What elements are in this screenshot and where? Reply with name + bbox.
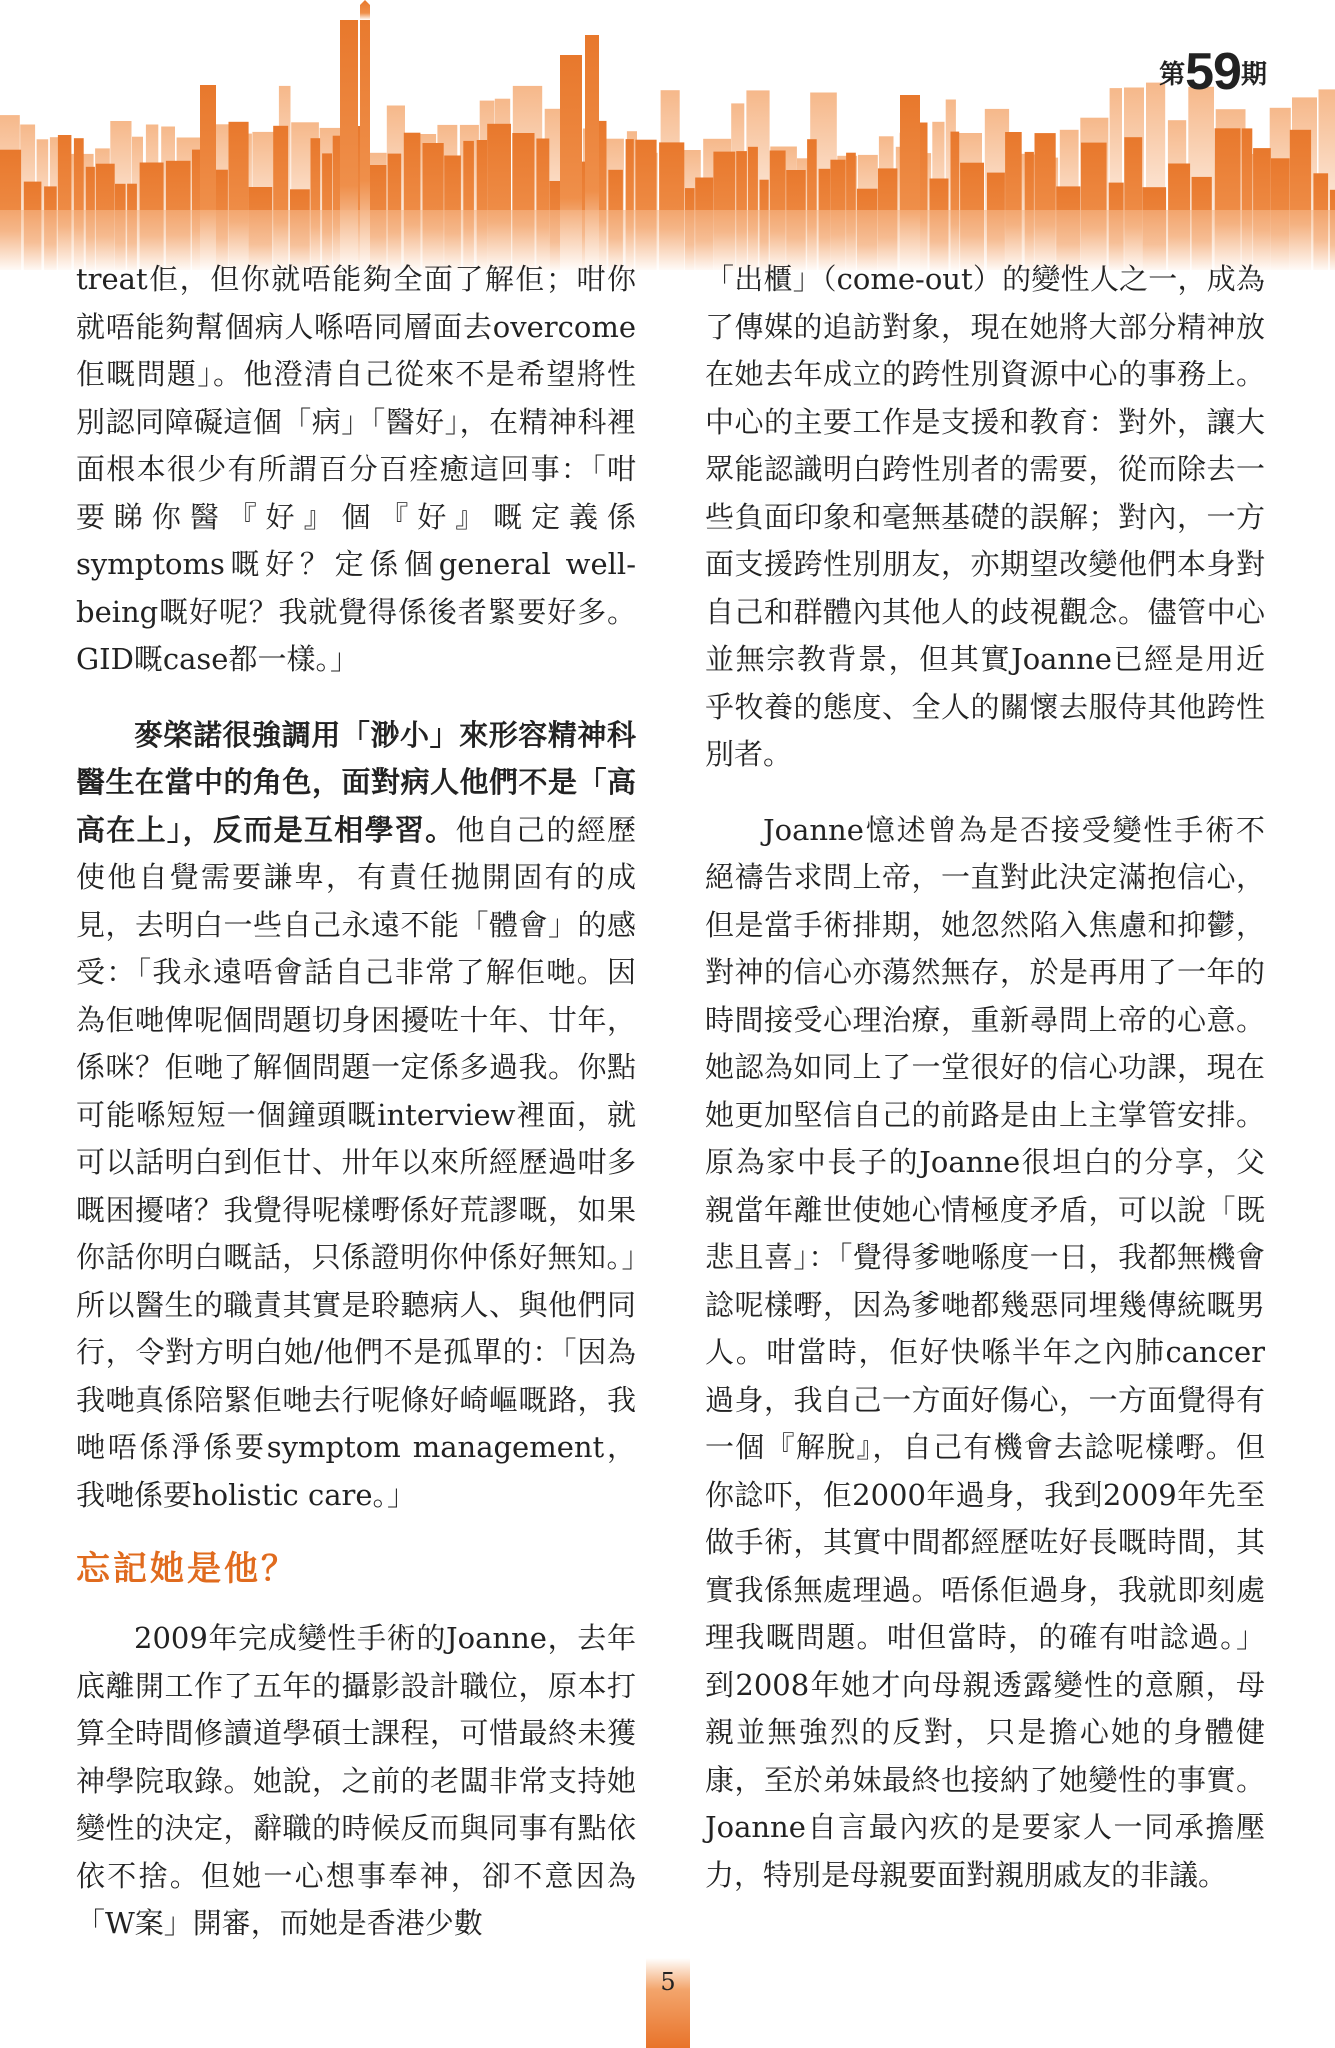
issue-suffix: 期 bbox=[1240, 59, 1267, 89]
left-paragraph-1: treat佢，但你就唔能夠全面了解佢；咁你就唔能夠幫個病人喺唔同層面去overcome佢嘅問題」。他澄清自己從來不是希望將性別認同障礙這個「病」「醫好」，在精神科裡面根本很少有所謂百分百痊癒這回事：「咁要睇你醫『好』個『好』嘅定義係symptoms嘅好？定係個general well-being嘅好呢？我就覺得係後者緊要好多。GID嘅case都一樣。」 bbox=[76, 262, 636, 676]
issue-prefix: 第 bbox=[1159, 59, 1186, 89]
left-column bbox=[76, 256, 636, 1948]
issue-number-label bbox=[1159, 42, 1267, 102]
highlight-quote: 麥棨諾很強調用「渺小」來形容精神科醫生在當中的角色，面對病人他們不是「高高在上」，反而是互相學習。 bbox=[76, 717, 636, 847]
left-paragraph-2 bbox=[76, 712, 636, 1520]
right-paragraph-2: Joanne憶述曾為是否接受變性手術不絕禱告求問上帝，一直對此決定滿抱信心，但是當手術排期，她忽然陷入焦慮和抑鬱，對神的信心亦蕩然無存，於是再用了一年的時間接受心理治療，重新尋問上帝的心意。她認為如同上了一堂很好的信心功課，現在她更加堅信自己的前路是由上主掌管安排。原為家中長子的Joanne很坦白的分享，父親當年離世使她心情極度矛盾，可以說「既悲且喜」：「覺得爹哋喺度一日，我都無機會諗呢樣嘢，因為爹哋都幾惡同埋幾傳統嘅男人。咁當時，佢好快喺半年之內肺cancer過身，我自己一方面好傷心，一方面覺得有一個『解脫』，自己有機會去諗呢樣嘢。但你諗吓，佢2000年過身，我到2009年先至做手術，其實中間都經歷咗好長嘅時間，其實我係無處理過。唔係佢過身，我就即刻處理我嘅問題。咁但當時，的確有咁諗過。」到2008年她才向母親透露變性的意願，母親並無強烈的反對，只是擔心她的身體健康，至於弟妹最終也接納了她變性的事實。Joanne自言最內疚的是要家人一同承擔壓力，特別是母親要面對親朋戚友的非議。 bbox=[705, 812, 1265, 1892]
left-paragraph-2-rest: 他自己的經歷使他自覺需要謙卑，有責任拋開固有的成見，去明白一些自己永遠不能「體會」的感受：「我永遠唔會話自己非常了解佢哋。因為佢哋俾呢個問題切身困擾咗十年、廿年，係咪？佢哋了解個問題一定係多過我。你點可能喺短短一個鐘頭嘅interview裡面，就可以話明白到佢廿、卅年以來所經歷過咁多嘅困擾啫？我覺得呢樣嘢係好荒謬嘅，如果你話你明白嘅話，只係證明你仲係好無知。」所以醫生的職責其實是聆聽病人、與他們同行，令對方明白她/他們不是孤單的：「因為我哋真係陪緊佢哋去行呢條好崎嶇嘅路，我哋唔係淨係要symptom management，我哋係要holistic care。」 bbox=[76, 812, 636, 1512]
right-paragraph-1: 「出櫃」（come-out）的變性人之一，成為了傳媒的追訪對象，現在她將大部分精神放在她去年成立的跨性別資源中心的事務上。中心的主要工作是支援和教育：對外，讓大眾能認識明白跨性別者的需要，從而除去一些負面印象和毫無基礎的誤解；對內，一方面支援跨性別朋友，亦期望改變他們本身對自己和群體內其他人的歧視觀念。儘管中心並無宗教背景，但其實Joanne已經是用近乎牧養的態度、全人的關懷去服侍其他跨性別者。 bbox=[705, 262, 1265, 771]
page-number: 5 bbox=[660, 1968, 676, 1996]
issue-number: 59 bbox=[1185, 43, 1241, 101]
city-skyline-banner bbox=[0, 0, 1335, 270]
left-paragraph-3: 2009年完成變性手術的Joanne，去年底離開工作了五年的攝影設計職位，原本打算全時間修讀道學碩士課程，可惜最終未獲神學院取錄。她說，之前的老闆非常支持她變性的決定，辭職的時候反而與同事有點依依不捨。但她一心想事奉神，卻不意因為「W案」開審，而她是香港少數 bbox=[76, 1621, 636, 1940]
section-heading: 忘記她是他？ bbox=[76, 1549, 298, 1589]
right-column bbox=[705, 256, 1265, 1899]
